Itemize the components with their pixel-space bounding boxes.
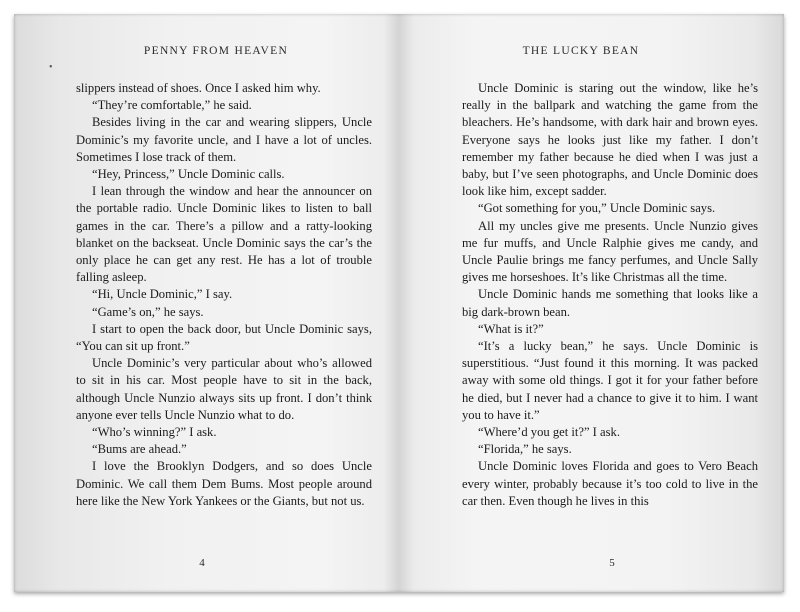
paragraph: “Who’s winning?” I ask. (92, 425, 217, 440)
running-head-left: PENNY FROM HEAVEN (143, 45, 289, 57)
paragraph: Besides living in the car and wearing slippers, Uncle Dominic’s my favorite uncle, and I have a lot of uncles. Sometimes I lose track of them. (76, 115, 372, 164)
paragraph: “It’s a lucky bean,” he says. Uncle Dominic is superstitious. “Just found it this morning. It was packed away with some old things. I got it for your father before he died, but I never had a chance to give it to him. I want you to have it.” (462, 339, 758, 422)
paragraph: “What is it?” (478, 321, 544, 336)
paragraph: “Hey, Princess,” Uncle Dominic calls. (92, 167, 285, 182)
left-page (14, 14, 398, 592)
paragraph: “Game’s on,” he says. (92, 304, 204, 319)
paragraph: “Hi, Uncle Dominic,” I say. (92, 287, 233, 302)
paragraph: I love the Brooklyn Dodgers, and so does Uncle Dominic. We call them Dem Bums. Most people around here like the New York Yankees or the Giants, but not us. (76, 459, 372, 508)
paragraph: All my uncles give me presents. Uncle Nunzio gives me fur muffs, and Uncle Ralphie gives me candy, and Uncle Paulie brings me fancy perfumes, and Uncle Sally gives me horseshoes. It’s like Christmas all the time. (462, 218, 758, 285)
right-page (400, 14, 784, 592)
paragraph: “Where’d you get it?” I ask. (478, 425, 620, 440)
running-head-right: THE LUCKY BEAN (522, 45, 640, 57)
paragraph: “Got something for you,” Uncle Dominic says. (478, 201, 716, 216)
book-spread (14, 14, 784, 592)
paragraph: slippers instead of shoes. Once I asked him why. (76, 81, 321, 95)
paragraph: Uncle Dominic’s very particular about who’s allowed to sit in his car. Most people have to sit in the back, although Uncle Nunzio always sits up front. I don’t think anyone ever tells Uncle Nunzio what to do. (76, 356, 372, 422)
paragraph: Uncle Dominic is staring out the window, like he’s really in the ballpark and watching the game from the bleachers. He’s handsome, with dark hair and brown eyes. Everyone says he looks just like my father. I don’t remember my father because he died when I was just a baby, but I’ve seen photographs, and Uncle Dominic does look like him, except sadder. (462, 81, 758, 199)
left-page-body (76, 80, 372, 510)
page-mark: • (49, 62, 53, 73)
page-number-right: 5 (609, 557, 615, 569)
paragraph: Uncle Dominic loves Florida and goes to Vero Beach every winter, probably because it’s too cold to live in the car then. Even though he lives in this (462, 459, 758, 508)
paragraph: “Florida,” he says. (478, 442, 572, 457)
paragraph: I start to open the back door, but Uncle Dominic says, “You can sit up front.” (76, 321, 372, 354)
paragraph: I lean through the window and hear the announcer on the portable radio. Uncle Dominic likes to listen to ball games in the car. There’s a pillow and a ratty-looking blanket on the backseat. Uncle Dominic says the car’s the only place he can get any rest. He has a lot of trouble falling asleep. (76, 184, 372, 285)
right-page-body (462, 80, 758, 510)
paragraph: Uncle Dominic hands me something that looks like a big dark-brown bean. (462, 287, 758, 319)
page-number-left: 4 (199, 557, 205, 569)
paragraph: “Bums are ahead.” (92, 442, 187, 457)
paragraph: “They’re comfortable,” he said. (92, 98, 252, 113)
